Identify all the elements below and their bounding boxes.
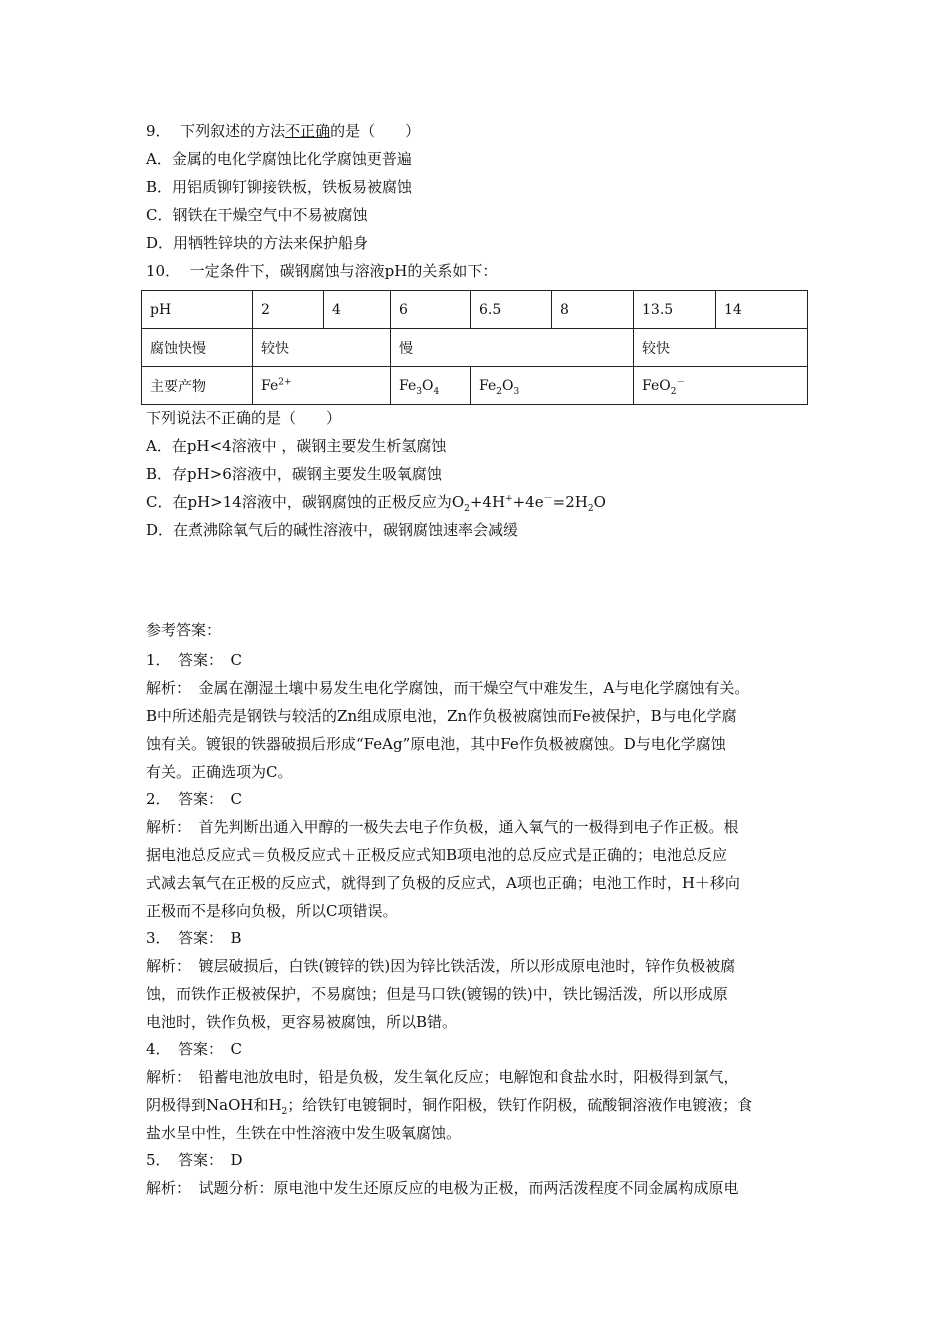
q9-option-a: A．金属的电化学腐蚀比化学腐蚀更普遍 [146,150,412,168]
q10-stem-text: 一定条件下，碳钢腐蚀与溶液pH的关系如下： [189,262,498,280]
q10-option-b: B．存pH>6溶液中，碳钢主要发生吸氧腐蚀 [146,465,442,483]
answer-4-head: 4． 答案： C [146,1040,243,1058]
ph-corrosion-table [141,290,808,405]
q9-option-b: B．用铝质铆钉铆接铁板，铁板易被腐蚀 [146,178,413,196]
answer-4-line: 盐水呈中性，生铁在中性溶液中发生吸氧腐蚀。 [146,1124,462,1142]
table-cell: 腐蚀快慢 [142,329,253,367]
q9-stem [146,121,420,141]
table-cell-product-feo2: FeO$_2$－ [634,367,808,405]
answer-5-line: 解析： 试题分析：原电池中发生还原反应的电极为正极，而两活泼程度不同金属构成原电 [146,1179,739,1197]
table-cell-product-fe3o4: $Fe_3O_4$ [391,367,471,405]
q10-option-a: A．在pH<4溶液中 ，碳钢主要发生析氢腐蚀 [146,437,447,455]
answer-1-head: 1． 答案： C [146,651,243,669]
table-cell: 主要产物 [142,367,253,405]
q9-stem-part1: 下列叙述的方法 [180,122,286,140]
table-cell: 4 [324,291,391,329]
q10-number: 10． [146,262,181,280]
answer-2-head: 2． 答案： C [146,790,243,808]
table-cell-product-fe2o3: $Fe_2O_3$ [471,367,634,405]
q10-option-d: D．在煮沸除氧气后的碱性溶液中，碳钢腐蚀速率会减缓 [146,521,519,539]
table-cell: 8 [552,291,634,329]
q9-option-d: D．用牺牲锌块的方法来保护船身 [146,234,369,252]
q10-option-c: C．在pH>14溶液中，碳钢腐蚀的正极反应为$O_2+4H^++4e^-=2H_2O$ [146,493,606,514]
table-row-ph [142,291,808,329]
answer-2-line: 正极而不是移向负极，所以C项错误。 [146,902,398,920]
answer-4-line: 阴极得到NaOH和$H_2$；给铁钉电镀铜时，铜作阳极，铁钉作阴极，硫酸铜溶液作电镀液；食 [146,1096,753,1117]
answer-3-line: 蚀，而铁作正极被保护，不易腐蚀；但是马口铁(镀锡的铁)中，铁比锡活泼，所以形成原 [146,985,728,1003]
answer-1-line: 有关。正确选项为C。 [146,763,293,781]
table-cell: pH [142,291,253,329]
answer-2-line: 解析： 首先判断出通入甲醇的一极失去电子作负极，通入氧气的一极得到电子作正极。根 [146,818,739,836]
q9-option-c: C．钢铁在干燥空气中不易被腐蚀 [146,206,368,224]
table-cell: 2 [253,291,324,329]
table-cell: 6 [391,291,471,329]
table-row-rate [142,329,808,367]
answer-2-line: 据电池总反应式＝负极反应式＋正极反应式知B项电池的总反应式是正确的；电池总反应 [146,846,728,864]
q9-number: 9． [146,122,171,140]
table-cell: 较快 [253,329,391,367]
answer-3-line: 电池时，铁作负极，更容易被腐蚀，所以B错。 [146,1013,458,1031]
answer-3-head: 3． 答案： B [146,929,242,947]
answer-1-line: B中所述船壳是钢铁与较活的Zn组成原电池，Zn作负极被腐蚀而Fe被保护，B与电化学腐 [146,707,737,725]
q9-stem-underlined: 不正确 [285,122,331,140]
q10-stem [146,261,497,281]
table-cell: 较快 [634,329,808,367]
table-cell-product-fe2: $Fe^{2+}$ [253,367,391,405]
table-cell: 6.5 [471,291,552,329]
answer-2-line: 式减去氧气在正极的反应式，就得到了负极的反应式，A项也正确；电池工作时，H＋移向 [146,874,740,892]
answers-heading: 参考答案： [146,621,222,639]
answer-1-line: 蚀有关。镀银的铁器破损后形成“FeAg”原电池，其中Fe作负极被腐蚀。D与电化学腐蚀 [146,735,726,753]
answer-1-line: 解析： 金属在潮湿土壤中易发生电化学腐蚀，而干燥空气中难发生，A与电化学腐蚀有关。 [146,679,750,697]
table-cell: 14 [716,291,808,329]
q10-question: 下列说法不正确的是（ ） [146,409,342,427]
table-row-products [142,367,808,405]
table-cell: 慢 [391,329,634,367]
answer-4-line: 解析： 铅蓄电池放电时，铅是负极，发生氧化反应；电解饱和食盐水时，阳极得到氯气， [146,1068,739,1086]
answer-3-line: 解析： 镀层破损后，白铁(镀锌的铁)因为锌比铁活泼，所以形成原电池时，锌作负极被腐 [146,957,736,975]
q9-stem-part2: 的是（ ） [330,122,421,140]
answer-5-head: 5． 答案： D [146,1151,243,1169]
table-cell: 13.5 [634,291,716,329]
